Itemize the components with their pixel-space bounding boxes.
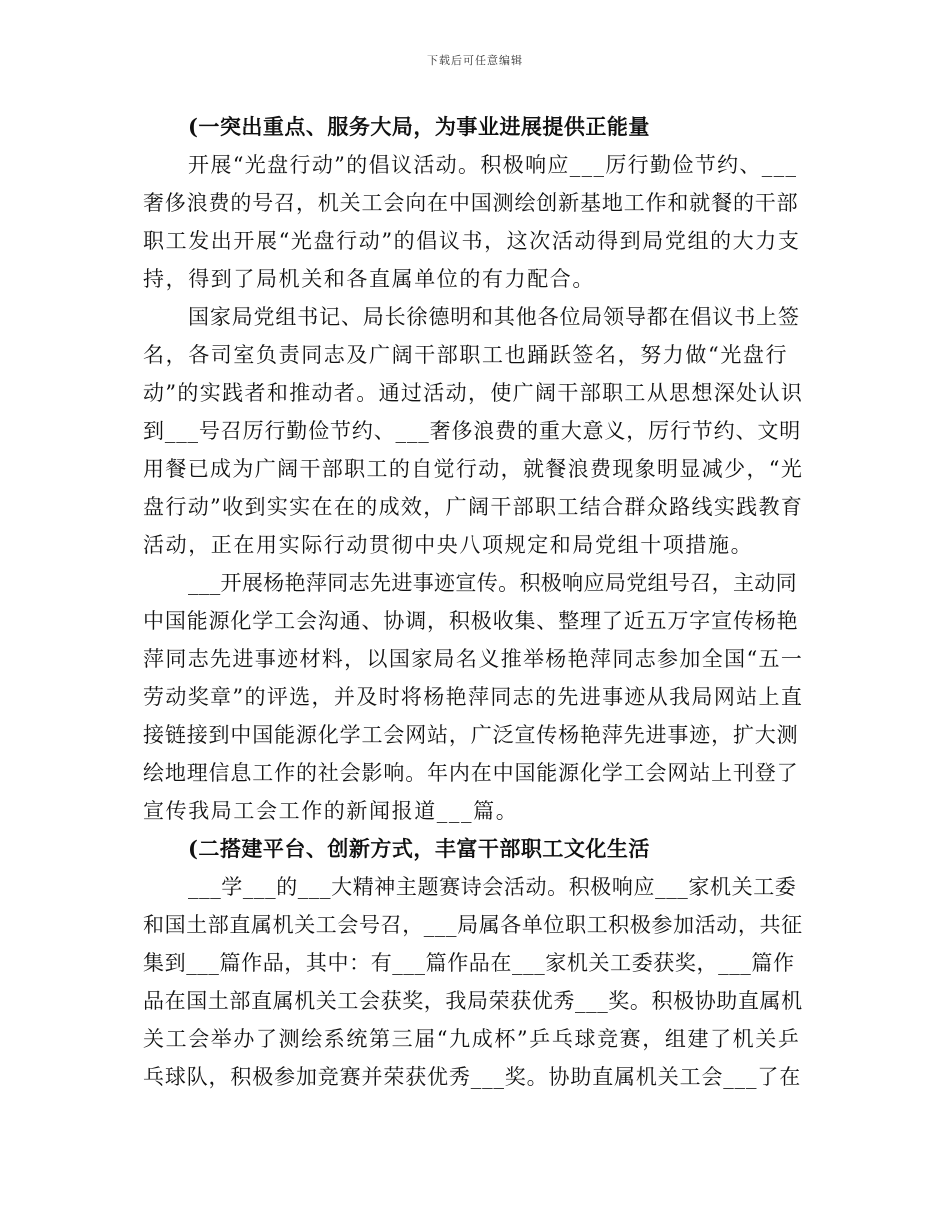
body-text-line: 国家局党组书记、局长徐德明和其他各位局领导都在倡议书上签 (188, 305, 800, 329)
body-text-line: 接链接到中国能源化学工会网站，广泛宣传杨艳萍先进事迹，扩大测 (143, 723, 799, 747)
body-text-line: 劳动奖章”的评选，并及时将杨艳萍同志的先进事迹从我局网站上直 (143, 685, 804, 709)
body-text-line: 职工发出开展“光盘行动”的倡议书，这次活动得到局党组的大力支 (143, 229, 801, 253)
body-text-line: 活动，正在用实际行动贯彻中央八项规定和局党组十项措施。 (143, 533, 754, 557)
body-text-line: 用餐已成为广阔干部职工的自觉行动，就餐浪费现象明显减少，“光 (143, 457, 804, 481)
page-header: 下载后可任意编辑 (427, 54, 523, 67)
body-text-line: 开展“光盘行动”的倡议活动。积极响应___厉行勤俭节约、___ (188, 153, 798, 177)
document-body (143, 108, 803, 1096)
body-text-line: 关工会举办了测绘系统第三届“九成杯”乒乓球竞赛，组建了机关乒 (143, 1027, 801, 1051)
body-text-line: 宣传我局工会工作的新闻报道___篇。 (143, 799, 519, 823)
body-text-line: 动”的实践者和推动者。通过活动，使广阔干部职工从思想深处认识 (143, 381, 804, 405)
body-text-line: 和国土部直属机关工会号召，___局属各单位职工积极参加活动，共征 (143, 913, 803, 937)
body-text-line: 集到___篇作品，其中：有___篇作品在___家机关工委获奖，___篇作 (143, 951, 795, 975)
body-text-line: 盘行动”收到实实在在的成效，广阔干部职工结合群众路线实践教育 (143, 495, 804, 519)
body-text-line: 奢侈浪费的号召，机关工会向在中国测绘创新基地工作和就餐的干部 (143, 191, 799, 215)
body-text-line: 持，得到了局机关和各直属单位的有力配合。 (143, 267, 595, 291)
body-text-line: ___学___的___大精神主题赛诗会活动。积极响应___家机关工委 (188, 875, 797, 899)
body-text-line: 绘地理信息工作的社会影响。年内在中国能源化学工会网站上刊登了 (143, 761, 799, 785)
body-text-line: ___开展杨艳萍同志先进事迹宣传。积极响应局党组号召，主动同 (188, 571, 797, 595)
section-heading: (二搭建平台、创新方式，丰富干部职工文化生活 (188, 836, 650, 861)
body-text-line: 到___号召厉行勤俭节约、___奢侈浪费的重大意义，厉行节约、文明 (143, 419, 802, 443)
body-text-line: 品在国土部直属机关工会获奖，我局荣获优秀___奖。积极协助直属机 (143, 989, 803, 1013)
body-text-line: 中国能源化学工会沟通、协调，积极收集、整理了近五万字宣传杨艳 (143, 609, 799, 633)
body-text-line: 名，各司室负责同志及广阔干部职工也踊跃签名，努力做“光盘行 (143, 343, 789, 367)
body-text-line: 萍同志先进事迹材料，以国家局名义推举杨艳萍同志参加全国“五一 (143, 647, 804, 671)
section-heading: (一突出重点、服务大局，为事业进展提供正能量 (188, 114, 650, 139)
body-text-line: 乓球队，积极参加竞赛并荣获优秀___奖。协助直属机关工会___了在 (143, 1065, 802, 1089)
